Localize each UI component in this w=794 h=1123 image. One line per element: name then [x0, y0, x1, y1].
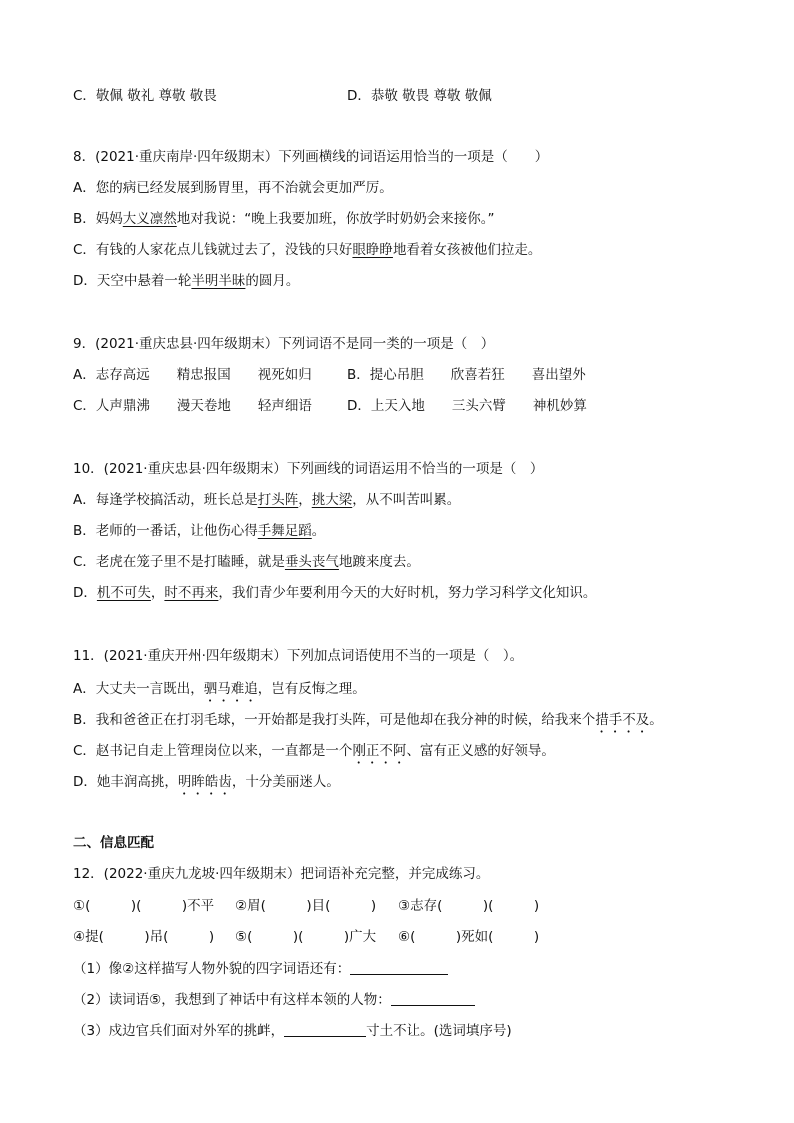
q11-d-text: D．她丰润高挑， — [73, 774, 178, 790]
q12-sub-3-end: 寸土不让。(选词填序号) — [366, 1023, 512, 1039]
q10-a-comma: ， — [298, 492, 312, 508]
q8-option-a — [73, 182, 393, 196]
q8-c-end: 地看着女孩被他们拉走。 — [392, 242, 542, 258]
q11-a-end: ，岂有反悔之理。 — [257, 681, 366, 697]
q11-a-text: A．大丈夫一言既出， — [73, 681, 204, 697]
q10-a-end: ，从不叫苦叫累。 — [352, 492, 461, 508]
q10-option-b — [73, 525, 325, 539]
q8-d-text: D．天空中悬着一轮 — [73, 273, 192, 289]
q8-option-b — [73, 213, 495, 227]
q11-c-text: C．赵书记自走上管理岗位以来，一直都是一个 — [73, 743, 353, 759]
q11-d-end: ，十分美丽迷人。 — [231, 774, 340, 790]
q11-option-a — [73, 681, 366, 705]
q11-b-end: 。 — [649, 712, 663, 728]
q8-b-end: 地对我说：“晚上我要加班，你放学时奶奶会来接你。” — [176, 211, 495, 227]
q12-item-3: ③志存( )( ) — [398, 898, 540, 914]
q11-c-dotted-word: 刚正不阿 — [352, 743, 407, 759]
q8-b-underlined-word: 大义凛然 — [122, 211, 177, 227]
q10-c-text: C．老虎在笼子里不是打瞌睡，就是 — [73, 554, 285, 570]
q9-option-c: C．人声鼎沸 漫天卷地 轻声细语 — [73, 398, 312, 414]
q8-a-word: 严厉 — [352, 180, 380, 196]
q10-a-underlined-word-1: 打头阵 — [257, 492, 299, 508]
q12-sub-2 — [73, 993, 475, 1008]
section-title: 二、信息匹配 — [73, 835, 154, 851]
q8-c-underlined-word: 眼睁睁 — [352, 242, 393, 258]
q12-sub-1-text: （1）像②这样描写人物外貌的四字词语还有： — [73, 961, 351, 977]
q8-c-text: C．有钱的人家花点儿钱就过去了，没钱的只好 — [73, 242, 353, 258]
q10-option-c — [73, 556, 420, 570]
q12-item-2: ②眉( )目( ) — [235, 898, 377, 914]
q12-item-1: ①( )( )不平 — [73, 898, 215, 914]
q11-stem: 11．(2021·重庆开州·四年级期末）下列加点词语使用不当的一项是（ ）。 — [73, 648, 524, 664]
q10-d-underlined-word-2: 时不再来 — [164, 585, 219, 601]
q10-option-a — [73, 494, 460, 508]
q12-sub-2-text: （2）读词语⑤，我想到了神话中有这样本领的人物： — [73, 992, 391, 1008]
q11-b-dotted-word: 措手不及 — [595, 712, 650, 728]
q10-b-end: 。 — [311, 523, 326, 539]
q9-option-a: A．志存高远 精忠报国 视死如归 — [73, 367, 312, 383]
q11-option-d — [73, 774, 340, 798]
q12-stem: 12．(2022·重庆九龙坡·四年级期末）把词语补充完整，并完成练习。 — [73, 866, 490, 882]
q10-option-d — [73, 587, 596, 601]
q12-item-4: ④提( )吊( ) — [73, 929, 215, 945]
q12-item-5: ⑤( )( )广大 — [235, 929, 377, 945]
q11-b-text: B．我和爸爸正在打羽毛球，一开始都是我打头阵，可是他却在我分神的时候，给我来个 — [73, 712, 596, 728]
q11-a-dotted-word: 驷马难追 — [203, 681, 258, 697]
q10-d-underlined-word-1: 机不可失 — [96, 585, 151, 601]
q10-a-underlined-word-2: 挑大梁 — [311, 492, 353, 508]
q8-a-end: 。 — [379, 180, 393, 196]
q10-stem: 10．(2021·重庆忠县·四年级期末）下列画线的词语运用不恰当的一项是（ ） — [73, 461, 544, 477]
q8-option-c — [73, 244, 541, 258]
q10-d-text: D． — [73, 585, 97, 601]
answer-blank[interactable] — [284, 1024, 366, 1037]
q8-d-end: 的圆月。 — [245, 273, 300, 289]
q9-stem: 9．(2021·重庆忠县·四年级期末）下列词语不是同一类的一项是（ ） — [73, 336, 495, 352]
answer-blank[interactable] — [391, 993, 475, 1006]
q10-b-underlined-word: 手舞足蹈 — [257, 523, 312, 539]
q8-a-text: A．您的病已经发展到肠胃里，再不治就会更加 — [73, 180, 353, 196]
q8-b-text: B．妈妈 — [73, 211, 123, 227]
q11-d-dotted-word: 明眸皓齿 — [177, 774, 232, 790]
q12-item-6: ⑥( )死如( ) — [398, 929, 540, 945]
q10-c-underlined-word: 垂头丧气 — [284, 554, 339, 570]
q11-option-b — [73, 712, 663, 736]
q7-option-d: D．恭敬 敬畏 尊敬 敬佩 — [347, 88, 492, 104]
q9-option-b: B．提心吊胆 欣喜若狂 喜出望外 — [347, 367, 586, 383]
q12-sub-3 — [73, 1024, 512, 1039]
q8-stem: 8．(2021·重庆南岸·四年级期末）下列画横线的词语运用恰当的一项是（ ） — [73, 149, 549, 165]
q12-sub-1 — [73, 962, 448, 977]
q9-option-d: D．上天入地 三头六臂 神机妙算 — [347, 398, 587, 414]
q11-c-end: 、富有正义感的好领导。 — [406, 743, 555, 759]
q10-c-end: 地踱来度去。 — [338, 554, 420, 570]
q7-option-c: C．敬佩 敬礼 尊敬 敬畏 — [73, 88, 217, 104]
q12-sub-3-text: （3）戍边官兵们面对外军的挑衅， — [73, 1023, 285, 1039]
q10-d-end: ，我们青少年要利用今天的大好时机，努力学习科学文化知识。 — [218, 585, 597, 601]
answer-blank[interactable] — [350, 962, 448, 975]
q8-option-d — [73, 275, 299, 289]
q10-a-text: A．每逢学校搞活动，班长总是 — [73, 492, 258, 508]
q8-d-underlined-word: 半明半昧 — [191, 273, 246, 289]
q11-option-c — [73, 743, 555, 767]
q10-d-comma: ， — [150, 585, 165, 601]
q10-b-text: B．老师的一番话，让他伤心得 — [73, 523, 258, 539]
